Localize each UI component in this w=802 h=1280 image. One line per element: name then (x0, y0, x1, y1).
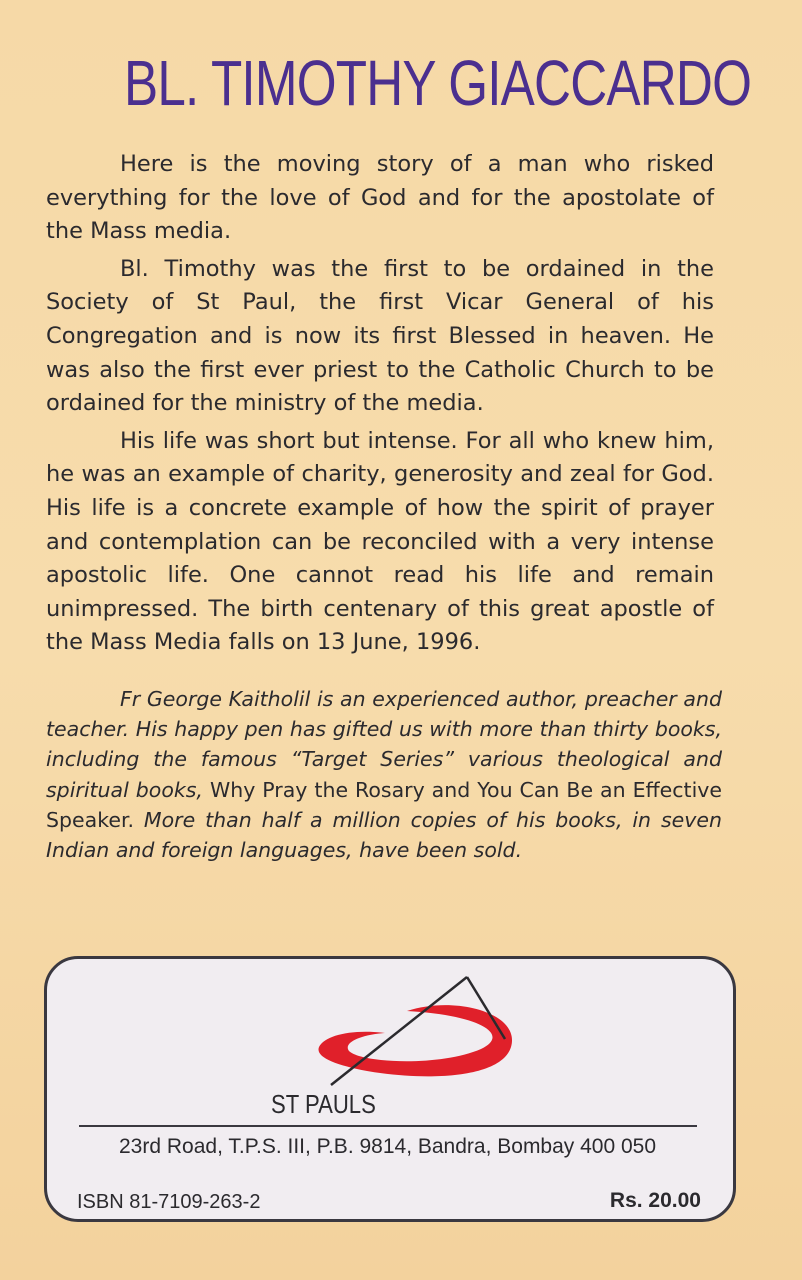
author-bio-book-titles: Why Pray the Rosary and You Can Be an Effective Speaker. (46, 777, 723, 832)
author-bio-text-1: Fr George Kaitholil is an experienced author, preacher and teacher. His happy pen has gifted us with more than thirty books, including the famous “Target Series” various theological and spiritual books, (46, 687, 722, 802)
blurb (46, 148, 714, 664)
blurb-paragraph-3: His life was short but intense. For all who knew him, he was an example of charity, generosity and zeal for God. His life is a concrete example of how the spirit of prayer and contemplation can be reconciled with a very intense apostolic life. One cannot read his life and remain unimpressed. The birth centenary of this great apostle of the Mass Media falls on 13 June, 1996. (46, 427, 714, 656)
publisher-address: 23rd Road, T.P.S. III, P.B. 9814, Bandra, Bombay 400 050 (119, 1135, 657, 1158)
isbn: ISBN 81-7109-263-2 (77, 1191, 261, 1213)
blurb-paragraph-1: Here is the moving story of a man who risked everything for the love of God and for the apostolate of the Mass media. (46, 151, 714, 245)
publisher-panel (44, 956, 736, 1222)
divider (79, 1125, 697, 1127)
st-pauls-logo-icon (315, 973, 515, 1093)
price: Rs. 20.00 (609, 1189, 701, 1212)
publisher-name: ST PAULS (271, 1089, 376, 1119)
blurb-paragraph-2: Bl. Timothy was the first to be ordained in the Society of St Paul, the first Vicar General of his Congregation and is now its first Blessed in heaven. He was also the first ever priest to the Catholic Church to be ordained for the ministry of the media. (46, 255, 714, 417)
author-bio (46, 684, 722, 865)
book-title: BL. TIMOTHY GIACCARDO (124, 47, 752, 119)
author-bio-text-2: More than half a million copies of his books, in seven Indian and foreign languages, have been sold. (46, 807, 722, 863)
